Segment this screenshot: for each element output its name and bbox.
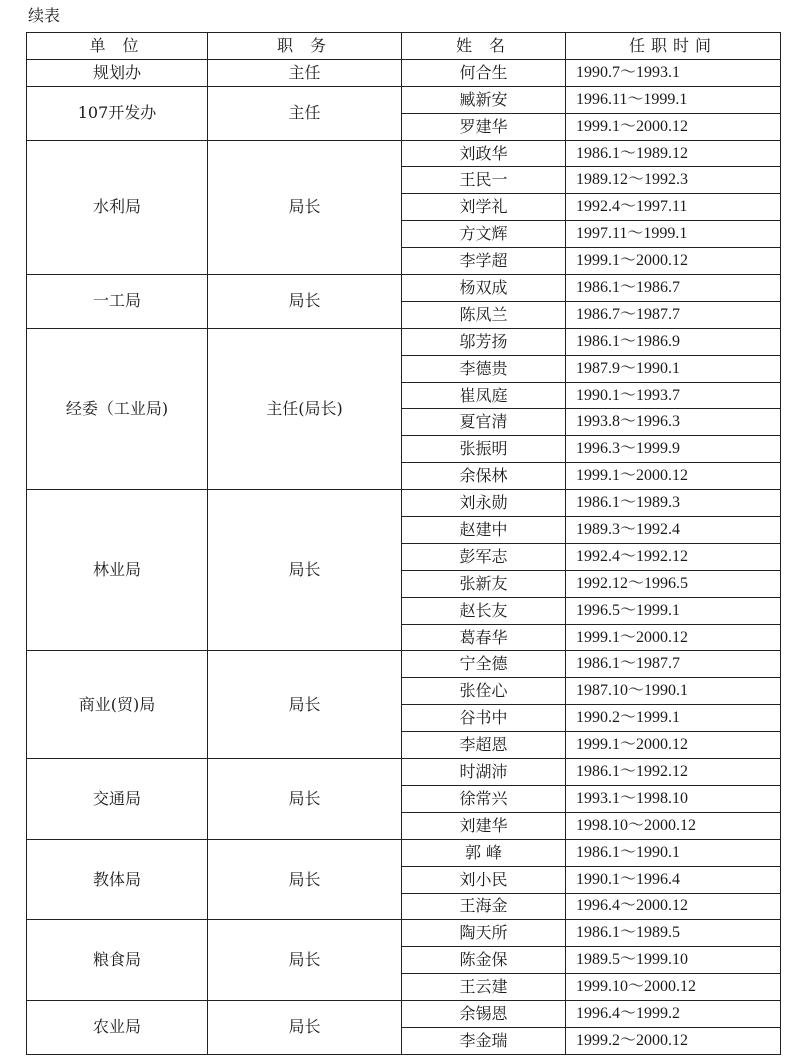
- position-cell: 局长: [208, 759, 402, 840]
- term-cell: 1986.1～1987.7: [566, 651, 781, 678]
- name-cell: 李金瑞: [402, 1027, 566, 1054]
- term-cell: 1987.10～1990.1: [566, 678, 781, 705]
- header-term: 任职时间: [566, 33, 781, 60]
- term-cell: 1990.1～1996.4: [566, 866, 781, 893]
- name-cell: 张新友: [402, 570, 566, 597]
- header-unit: 单 位: [27, 33, 208, 60]
- term-cell: 1992.4～1997.11: [566, 194, 781, 221]
- term-cell: 1999.1～2000.12: [566, 624, 781, 651]
- position-cell: 局长: [208, 920, 402, 1001]
- table-caption: 续表: [28, 6, 61, 25]
- unit-cell: 教体局: [27, 839, 208, 920]
- term-cell: 1999.1～2000.12: [566, 248, 781, 275]
- unit-cell: 经委（工业局): [27, 328, 208, 489]
- name-cell: 陈凤兰: [402, 301, 566, 328]
- name-cell: 王云建: [402, 974, 566, 1001]
- term-cell: 1996.3～1999.9: [566, 436, 781, 463]
- name-cell: 刘建华: [402, 812, 566, 839]
- term-cell: 1999.1～2000.12: [566, 463, 781, 490]
- term-cell: 1993.1～1998.10: [566, 785, 781, 812]
- position-cell: 主任: [208, 86, 402, 140]
- table-row: [27, 490, 781, 517]
- term-cell: 1998.10～2000.12: [566, 812, 781, 839]
- name-cell: 时湖沛: [402, 759, 566, 786]
- name-cell: 彭军志: [402, 543, 566, 570]
- name-cell: 夏官清: [402, 409, 566, 436]
- unit-cell: 一工局: [27, 275, 208, 329]
- position-cell: 局长: [208, 1001, 402, 1055]
- name-cell: 李学超: [402, 248, 566, 275]
- name-cell: 张佺心: [402, 678, 566, 705]
- term-cell: 1996.11～1999.1: [566, 86, 781, 113]
- name-cell: 李德贵: [402, 355, 566, 382]
- unit-cell: 107开发办: [27, 86, 208, 140]
- unit-cell: 交通局: [27, 759, 208, 840]
- header-position: 职 务: [208, 33, 402, 60]
- name-cell: 陈金保: [402, 947, 566, 974]
- name-cell: 赵建中: [402, 517, 566, 544]
- name-cell: 郭 峰: [402, 839, 566, 866]
- name-cell: 谷书中: [402, 705, 566, 732]
- unit-cell: 林业局: [27, 490, 208, 651]
- table-row: [27, 86, 781, 113]
- table-row: [27, 920, 781, 947]
- name-cell: 方文辉: [402, 221, 566, 248]
- term-cell: 1993.8～1996.3: [566, 409, 781, 436]
- name-cell: 刘学礼: [402, 194, 566, 221]
- name-cell: 刘政华: [402, 140, 566, 167]
- table-row: [27, 275, 781, 302]
- name-cell: 李超恩: [402, 732, 566, 759]
- term-cell: 1989.12～1992.3: [566, 167, 781, 194]
- term-cell: 1986.1～1989.3: [566, 490, 781, 517]
- term-cell: 1997.11～1999.1: [566, 221, 781, 248]
- unit-cell: 规划办: [27, 59, 208, 86]
- term-cell: 1986.1～1992.12: [566, 759, 781, 786]
- table-row: [27, 651, 781, 678]
- term-cell: 1990.2～1999.1: [566, 705, 781, 732]
- name-cell: 王海金: [402, 893, 566, 920]
- table-body: [27, 59, 781, 1054]
- term-cell: 1986.1～1989.12: [566, 140, 781, 167]
- position-cell: 局长: [208, 490, 402, 651]
- name-cell: 葛春华: [402, 624, 566, 651]
- term-cell: 1990.7～1993.1: [566, 59, 781, 86]
- term-cell: 1990.1～1993.7: [566, 382, 781, 409]
- name-cell: 杨双成: [402, 275, 566, 302]
- position-cell: 局长: [208, 275, 402, 329]
- position-cell: 局长: [208, 651, 402, 759]
- name-cell: 刘小民: [402, 866, 566, 893]
- term-cell: 1992.4～1992.12: [566, 543, 781, 570]
- table-row: [27, 140, 781, 167]
- table-row: [27, 59, 781, 86]
- name-cell: 宁全德: [402, 651, 566, 678]
- term-cell: 1986.7～1987.7: [566, 301, 781, 328]
- unit-cell: 农业局: [27, 1001, 208, 1055]
- term-cell: 1989.5～1999.10: [566, 947, 781, 974]
- name-cell: 余锡恩: [402, 1001, 566, 1028]
- position-cell: 主任(局长): [208, 328, 402, 489]
- term-cell: 1999.1～2000.12: [566, 732, 781, 759]
- name-cell: 何合生: [402, 59, 566, 86]
- name-cell: 张振明: [402, 436, 566, 463]
- header-row: [27, 33, 781, 60]
- position-cell: 主任: [208, 59, 402, 86]
- term-cell: 1999.1～2000.12: [566, 113, 781, 140]
- position-cell: 局长: [208, 140, 402, 274]
- table-row: [27, 839, 781, 866]
- name-cell: 余保林: [402, 463, 566, 490]
- table-row: [27, 759, 781, 786]
- term-cell: 1996.4～2000.12: [566, 893, 781, 920]
- unit-cell: 粮食局: [27, 920, 208, 1001]
- name-cell: 徐常兴: [402, 785, 566, 812]
- term-cell: 1986.1～1990.1: [566, 839, 781, 866]
- name-cell: 赵长友: [402, 597, 566, 624]
- officials-table: [26, 32, 781, 1055]
- name-cell: 陶天所: [402, 920, 566, 947]
- name-cell: 王民一: [402, 167, 566, 194]
- table-row: [27, 328, 781, 355]
- position-cell: 局长: [208, 839, 402, 920]
- term-cell: 1999.2～2000.12: [566, 1027, 781, 1054]
- term-cell: 1996.4～1999.2: [566, 1001, 781, 1028]
- unit-cell: 商业(贸)局: [27, 651, 208, 759]
- name-cell: 臧新安: [402, 86, 566, 113]
- term-cell: 1992.12～1996.5: [566, 570, 781, 597]
- name-cell: 罗建华: [402, 113, 566, 140]
- term-cell: 1986.1～1989.5: [566, 920, 781, 947]
- term-cell: 1986.1～1986.9: [566, 328, 781, 355]
- term-cell: 1996.5～1999.1: [566, 597, 781, 624]
- header-name: 姓 名: [402, 33, 566, 60]
- name-cell: 崔凤庭: [402, 382, 566, 409]
- term-cell: 1989.3～1992.4: [566, 517, 781, 544]
- name-cell: 邬芳扬: [402, 328, 566, 355]
- name-cell: 刘永勋: [402, 490, 566, 517]
- unit-cell: 水利局: [27, 140, 208, 274]
- term-cell: 1987.9～1990.1: [566, 355, 781, 382]
- term-cell: 1999.10～2000.12: [566, 974, 781, 1001]
- table-row: [27, 1001, 781, 1028]
- term-cell: 1986.1～1986.7: [566, 275, 781, 302]
